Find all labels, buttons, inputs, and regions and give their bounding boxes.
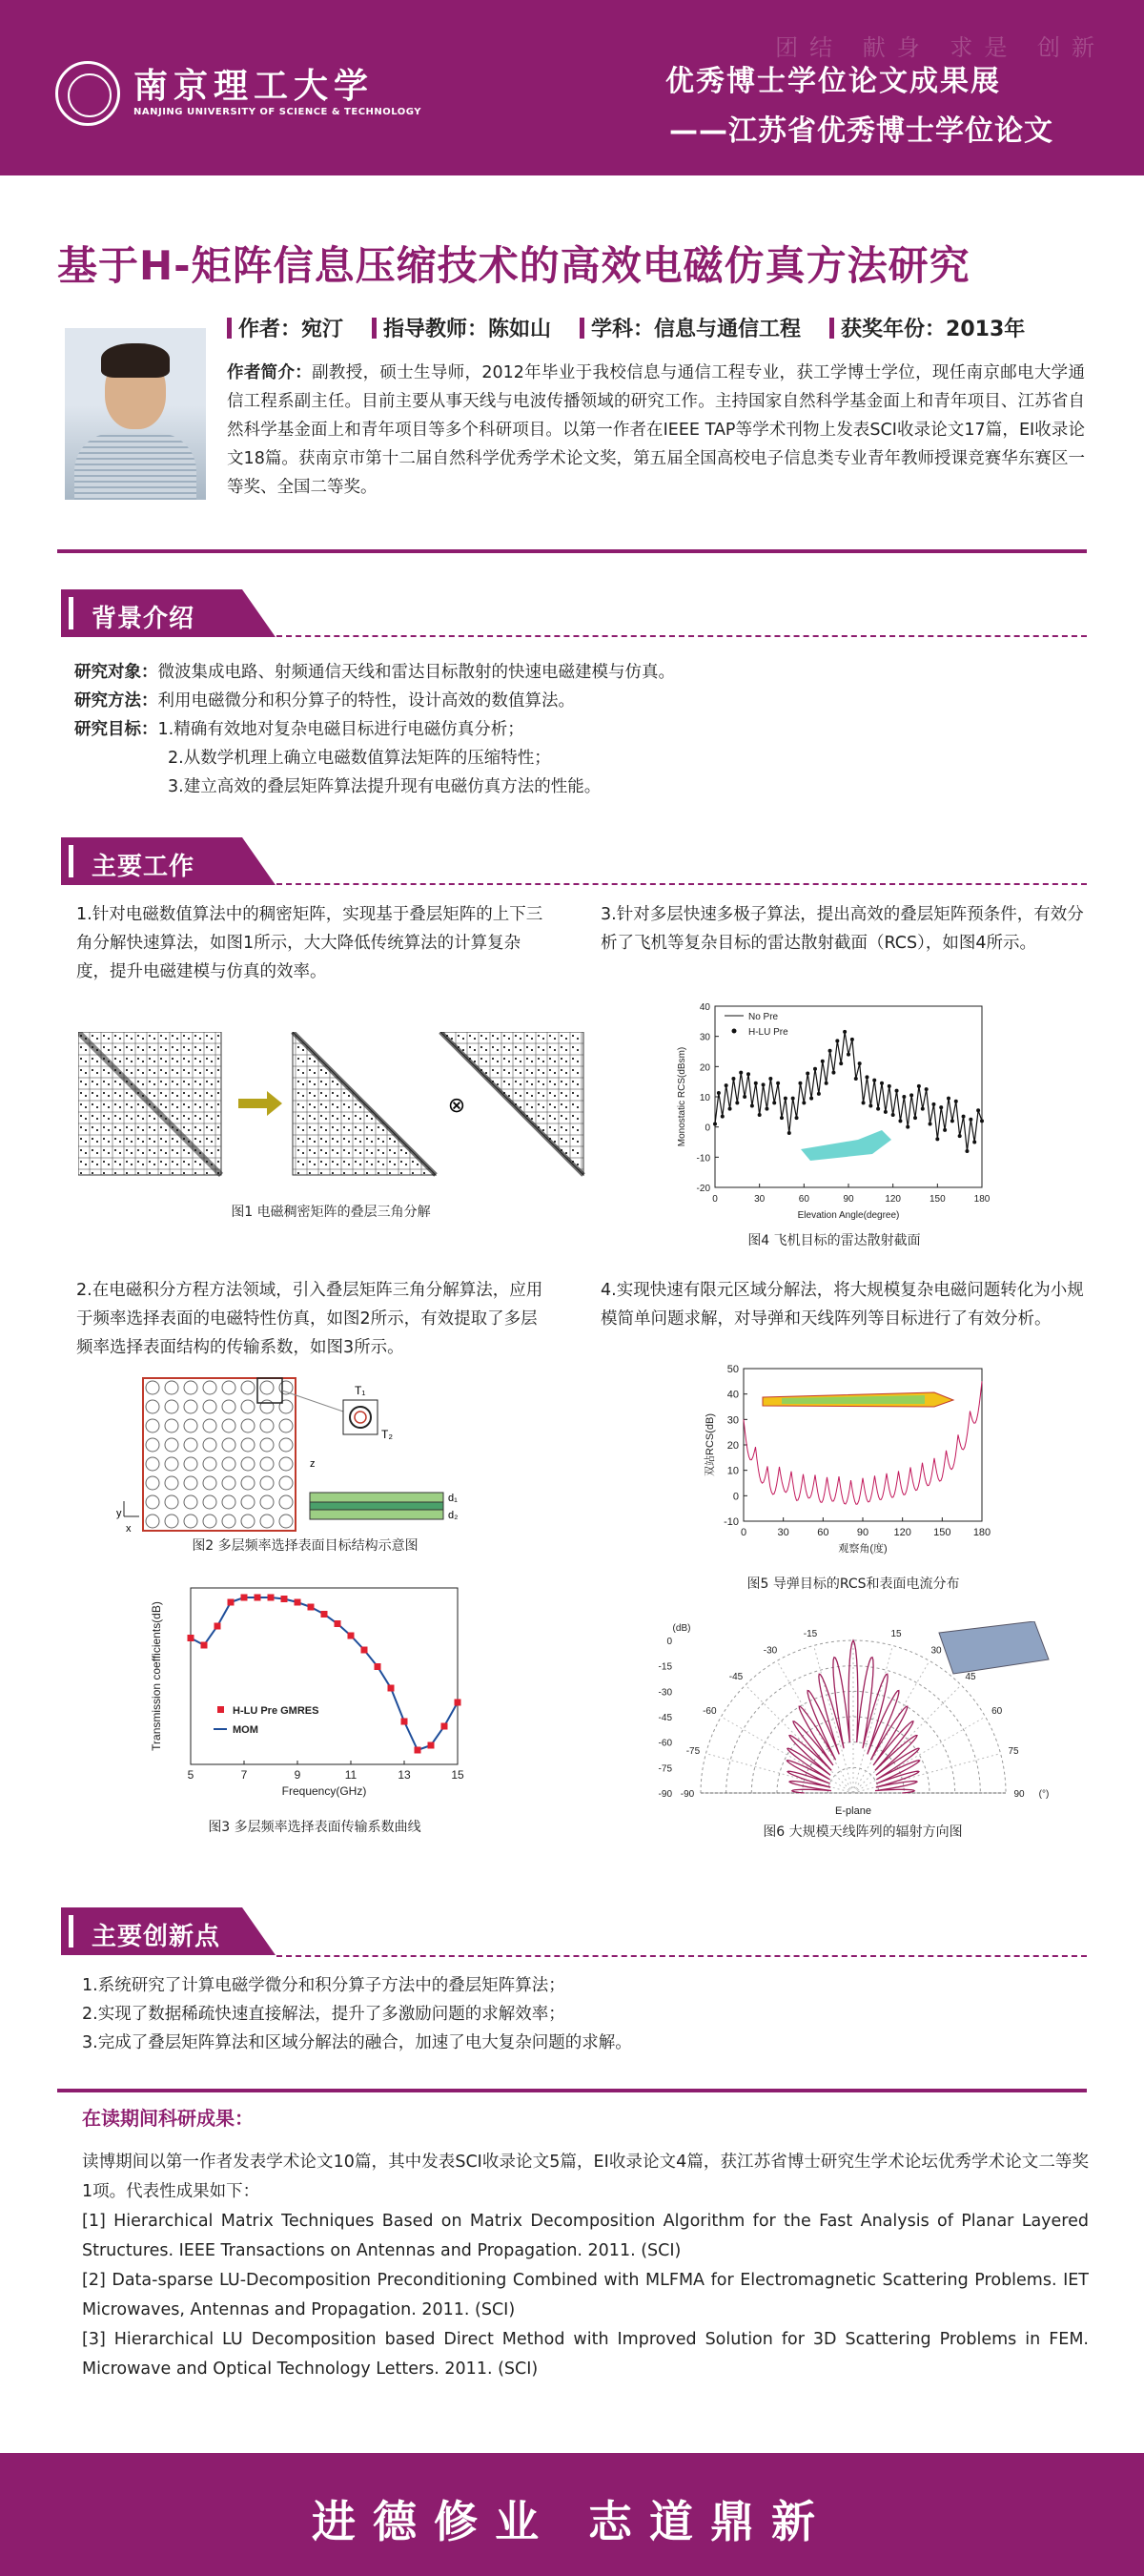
work-item-4: 4.实现快速有限元区域分解法，将大规模复杂电磁问题转化为小规模简单问题求解，对导弹和天线阵列等目标进行了有效分析。 [601, 1281, 1084, 1329]
results-body [82, 2148, 1089, 2384]
x-tick-label: 120 [885, 1194, 902, 1205]
series-hlu-point [950, 1119, 954, 1123]
bio-label: 作者简介： [227, 363, 313, 382]
series-hlu-point [765, 1107, 768, 1111]
series-hlu-point [943, 1128, 947, 1132]
series-hlu-point [925, 1087, 929, 1091]
footer-motto: 进德修业 志道鼎新 [311, 2496, 832, 2547]
legend-label-mom: MOM [233, 1724, 258, 1736]
y-axis-label: 双站RCS(dB) [705, 1412, 716, 1477]
reference-1: [1] Hierarchical Matrix Techniques Based on Matrix Decomposition Algorithm for the Fast Analysis of Planar Layered Structures. IEEE Transactions on Antennas and Propagation. 2011. (SCI) [82, 2212, 1089, 2260]
university-name-en: NANJING UNIVERSITY OF SCIENCE & TECHNOLOGY [133, 107, 422, 117]
series-hlu-point [762, 1082, 766, 1086]
x-tick-label: 150 [933, 1527, 951, 1538]
y-tick-label: 0 [732, 1491, 739, 1503]
legend-label-hlu: H-LU Pre GMRES [233, 1705, 319, 1717]
angle-tick-label: 90 [1013, 1789, 1025, 1800]
series-hlu-point [854, 1077, 858, 1081]
lower-triangular-matrix [293, 1032, 436, 1175]
bg-goal: 研究目标：1.精确有效地对复杂电磁目标进行电磁仿真分析； [74, 720, 524, 739]
series-hlu-point [884, 1110, 888, 1114]
radial-tick-label: 0 [666, 1637, 672, 1647]
x-axis-label: Frequency(GHz) [281, 1784, 367, 1798]
x-axis-label: Elevation Angle(degree) [797, 1210, 900, 1221]
x-tick-label: 180 [972, 1527, 991, 1538]
series-hlu-point [858, 1061, 862, 1065]
svg-text:d₂: d₂ [448, 1510, 459, 1521]
figure-4-rcs-chart [667, 997, 1001, 1235]
series-hlu-point [787, 1131, 791, 1135]
series-hlu-point [375, 1663, 381, 1670]
y-tick-label: -10 [724, 1516, 739, 1528]
series-hlu-point [335, 1620, 341, 1627]
series-hlu-point [268, 1595, 275, 1601]
series-subtitle: ——江苏省优秀博士学位论文 [669, 114, 1053, 148]
university-name-cn: 南京理工大学 [133, 66, 375, 106]
series-hlu-point [850, 1038, 854, 1041]
series-hlu-point [969, 1118, 972, 1122]
reference-2: [2] Data-sparse LU-Decomposition Preconditioning Combined with MLFMA for Electromagnetic Scattering Problems. IET Microwaves, Antennas and Propagation. 2011. (SCI) [82, 2271, 1089, 2319]
meta-line [227, 313, 1053, 342]
series-hlu-point [868, 1104, 872, 1108]
series-hlu-point [784, 1097, 787, 1101]
series-hlu-point [898, 1119, 902, 1123]
series-hlu-point [188, 1635, 194, 1641]
series-hlu-point [825, 1082, 828, 1085]
series-hlu-point [931, 1103, 935, 1106]
series-hlu-point [361, 1647, 368, 1654]
angle-tick-label: -45 [728, 1671, 744, 1682]
x-tick-label: 9 [294, 1768, 301, 1782]
section-innovation-heading: 主要创新点 [61, 1907, 276, 1955]
faint-motto: 团结 献身 求是 创新 [775, 34, 1106, 61]
figure-5-caption: 图5 导弹目标的RCS和表面电流分布 [746, 1577, 960, 1592]
series-hlu-point [891, 1113, 895, 1117]
x-tick-label: 150 [929, 1194, 946, 1205]
angle-tick-label: 30 [930, 1645, 942, 1657]
series-hlu-point [750, 1104, 754, 1108]
series-hlu-point [428, 1742, 435, 1749]
section-background-heading: 背景介绍 [61, 589, 276, 637]
angle-tick-label: 60 [991, 1706, 1003, 1717]
dashed-divider [276, 1955, 1087, 1957]
series-hlu-point [228, 1599, 235, 1606]
angle-tick-label: -60 [703, 1706, 717, 1717]
dashed-divider [276, 883, 1087, 885]
y-tick-label: 40 [726, 1389, 739, 1401]
series-hlu-point [725, 1083, 728, 1087]
series-hlu-point [965, 1149, 969, 1153]
y-tick-label: 40 [699, 1002, 710, 1013]
figure-5-missile-rcs-chart [696, 1364, 1001, 1555]
series-hlu-point [843, 1030, 847, 1034]
series-hlu-point [906, 1125, 909, 1129]
series-hlu-point [348, 1633, 355, 1639]
figure-3-transmission-chart [133, 1578, 477, 1807]
series-hlu-point [754, 1082, 758, 1085]
series-hlu-point [935, 1137, 939, 1141]
svg-text:y: y [116, 1508, 122, 1519]
series-hlu-point [321, 1611, 328, 1618]
series-hlu-point [909, 1093, 913, 1097]
series-hlu-point [721, 1115, 725, 1119]
x-tick-label: 30 [754, 1194, 766, 1205]
series-hlu-point [728, 1107, 732, 1111]
series-hlu-point [939, 1105, 943, 1109]
series-hlu-point [902, 1095, 906, 1099]
divider [57, 549, 1087, 553]
svg-text:d₁: d₁ [448, 1493, 458, 1504]
series-hlu-point [847, 1053, 850, 1057]
series-hlu-point [717, 1091, 721, 1095]
results-intro: 读博期间以第一作者发表学术论文10篇，其中发表SCI收录论文5篇，EI收录论文4篇，获江苏省博士研究生学术论坛优秀学术论文二等奖1项。代表性成果如下： [82, 2153, 1089, 2201]
legend-label-hlu: H-LU Pre [748, 1027, 788, 1038]
figure-2-caption: 图2 多层频率选择表面目标结构示意图 [192, 1538, 419, 1554]
angle-tick-label: 15 [890, 1628, 902, 1639]
work-item-2: 2.在电磁积分方程方法领域，引入叠层矩阵三角分解算法，应用于频率选择表面的电磁特性仿真，如图2所示，有效提取了多层频率选择表面结构的传输系数，如图3所示。 [76, 1281, 543, 1357]
series-hlu-point [798, 1082, 802, 1085]
series-hlu-point [917, 1084, 921, 1088]
results-title: 在读期间科研成果： [82, 2107, 254, 2130]
series-hlu-point [839, 1061, 843, 1065]
svg-text:T₂: T₂ [381, 1428, 393, 1441]
series-hlu-point [821, 1060, 825, 1063]
plot-frame [744, 1369, 982, 1521]
series-hlu-point [828, 1049, 832, 1053]
series-hlu-point [980, 1119, 984, 1123]
x-tick-label: 90 [843, 1194, 854, 1205]
figure-4-caption: 图4 飞机目标的雷达散射截面 [747, 1233, 921, 1248]
series-hlu-point [713, 1123, 717, 1126]
y-tick-label: 20 [726, 1440, 739, 1452]
series-hlu-point [862, 1101, 866, 1104]
svg-text:T₁: T₁ [355, 1384, 366, 1397]
dashed-divider [276, 635, 1087, 637]
series-hlu-point [735, 1101, 739, 1104]
x-tick-label: 15 [451, 1768, 464, 1782]
meta-author: 作者：宛汀 [227, 313, 343, 342]
series-hlu-point [921, 1107, 925, 1111]
series-mom-line [191, 1597, 458, 1750]
series-hlu-point [401, 1719, 408, 1725]
x-tick-label: 60 [798, 1194, 809, 1205]
y-tick-label: 20 [699, 1062, 710, 1074]
unit-deg-label: (°) [1038, 1789, 1050, 1800]
series-title: 优秀博士学位论文成果展 [665, 65, 1001, 98]
series-hlu-point [455, 1700, 461, 1706]
work-item-3: 3.针对多层快速多极子算法，提出高效的叠层矩阵预条件，有效分析了飞机等复杂目标的雷达散射截面（RCS），如图4所示。 [601, 905, 1084, 953]
series-hlu-point [441, 1723, 448, 1730]
series-hlu-point [954, 1100, 958, 1103]
x-tick-label: 13 [398, 1768, 411, 1782]
series-hlu-point [976, 1108, 980, 1112]
radial-tick-label: -15 [658, 1661, 672, 1673]
series-hlu-point [806, 1071, 809, 1075]
y-axis-label: Transmission coefficients(dB) [150, 1601, 163, 1751]
series-hlu-point [415, 1747, 421, 1754]
angle-tick-label: -90 [680, 1789, 695, 1800]
reference-3: [3] Hierarchical LU Decomposition based Direct Method with Improved Solution for 3D Scattering Problems in FEM. Microwave and Optical Technology Letters. 2011. (SCI) [82, 2330, 1089, 2379]
y-tick-label: 30 [699, 1032, 710, 1043]
bg-goal-2: 2.从数学机理上确立电磁数值算法矩阵的压缩特性； [168, 749, 551, 768]
x-tick-label: 60 [817, 1527, 829, 1538]
innovation-item-1: 1.系统研究了计算电磁学微分和积分算子方法中的叠层矩阵算法； [82, 1976, 565, 1995]
figure-6-radiation-pattern [658, 1621, 1058, 1822]
y-tick-label: 10 [726, 1465, 739, 1477]
unit-db-label: (dB) [672, 1623, 691, 1634]
series-hlu-point [743, 1095, 746, 1099]
radial-tick-label: -45 [658, 1713, 672, 1723]
x-tick-label: 7 [240, 1768, 248, 1782]
meta-subject: 学科：信息与通信工程 [580, 313, 801, 342]
x-tick-label: 30 [777, 1527, 789, 1538]
radial-tick-label: -90 [658, 1789, 672, 1800]
bg-method: 研究方法：利用电磁微分和积分算子的特性，设计高效的数值算法。 [74, 691, 575, 711]
y-tick-label: 10 [699, 1093, 710, 1103]
y-tick-label: 50 [726, 1364, 739, 1375]
bio-text: 副教授，硕士生导师，2012年毕业于我校信息与通信工程专业，获工学博士学位，现任南京邮电大学通信工程系副主任。目前主要从事天线与电波传播领域的研究工作。主持国家自然科学基金面上和青年项目、江苏省自然科学基金面上和青年项目等多个科研项目。以第一作者在IEEE TAP等学术刊物上发表SCI收录论文17篇，EI收录论文18篇。获南京市第十二届自然科学优秀学术论文奖，第五届全国高校电子信息类专业青年教师授课竞赛华东赛区一等奖、全国二等奖。 [227, 363, 1085, 497]
work-item-1: 1.针对电磁数值算法中的稠密矩阵，实现基于叠层矩阵的上下三角分解快速算法，如图1所示，大大降低传统算法的计算复杂度，提升电磁建模与仿真的效率。 [76, 905, 543, 981]
series-hlu-point [895, 1089, 899, 1093]
series-hlu-point [913, 1116, 917, 1120]
series-hlu-point [962, 1115, 966, 1119]
series-hlu-point [281, 1596, 288, 1602]
angle-tick-label: -15 [803, 1628, 818, 1639]
figure-1-caption: 图1 电磁稠密矩阵的叠层三角分解 [231, 1205, 431, 1220]
section-work-heading: 主要工作 [61, 837, 276, 885]
layered-cross-section [310, 1493, 458, 1521]
x-tick-label: 0 [712, 1194, 718, 1205]
divider [57, 2089, 1087, 2092]
paper-title: 基于H-矩阵信息压缩技术的高效电磁仿真方法研究 [57, 242, 970, 289]
figure-6-caption: 图6 大规模天线阵列的辐射方向图 [763, 1824, 963, 1840]
legend-label-no-pre: No Pre [748, 1012, 779, 1022]
series-hlu-point [255, 1595, 261, 1601]
series-hlu-point [308, 1604, 315, 1611]
x-tick-label: 90 [856, 1527, 869, 1538]
y-tick-label: -10 [696, 1153, 710, 1164]
series-hlu-point [865, 1075, 868, 1079]
x-tick-label: 180 [973, 1194, 991, 1205]
svg-text:z: z [310, 1458, 316, 1470]
unit-cell-detail [343, 1384, 393, 1441]
footer-banner [0, 2453, 1144, 2576]
series-hlu-point [809, 1097, 813, 1101]
series-hlu-point [876, 1107, 880, 1111]
series-hlu-point [972, 1141, 976, 1144]
full-matrix [78, 1032, 221, 1175]
radial-tick-label: -60 [658, 1738, 672, 1749]
series-hlu-point [739, 1071, 743, 1075]
series-hlu-point [776, 1082, 780, 1085]
series-hlu-point [241, 1595, 248, 1601]
legend-marker-hlu [217, 1706, 224, 1713]
series-hlu-point [958, 1134, 962, 1138]
series-hlu-point [214, 1623, 221, 1630]
header-banner [0, 0, 1144, 175]
innovation-item-2: 2.实现了数据稀疏快速直接解法，提升了多激励问题的求解效率； [82, 2005, 565, 2024]
series-no-pre [715, 1032, 982, 1151]
aircraft-model [801, 1130, 891, 1161]
angle-tick-label: -30 [763, 1645, 778, 1657]
legend-marker-hlu [732, 1029, 737, 1034]
series-hlu-point [872, 1079, 876, 1082]
series-hlu-point [831, 1071, 835, 1075]
series-hlu-point [791, 1097, 795, 1101]
bg-goal-3: 3.建立高效的叠层矩阵算法提升现有电磁仿真方法的性能。 [168, 777, 602, 796]
university-seal-icon [55, 61, 120, 126]
series-hlu-point [746, 1072, 750, 1076]
y-axis-label: Monostatic RCS(dBsm) [677, 1046, 687, 1147]
svg-text:x: x [126, 1523, 132, 1535]
series-hlu-point [731, 1077, 735, 1081]
meta-year: 获奖年份：2013年 [829, 313, 1025, 342]
y-tick-label: -20 [696, 1184, 710, 1194]
figure-1-matrix-decomposition [78, 1032, 593, 1199]
otimes-symbol: ⊗ [447, 1093, 466, 1117]
y-tick-label: 0 [705, 1123, 710, 1134]
series-hlu-point [888, 1084, 891, 1088]
innovation-item-3: 3.完成了叠层矩阵算法和区域分解法的融合，加速了电大复杂问题的求解。 [82, 2033, 632, 2052]
series-hlu-point [947, 1097, 950, 1101]
y-tick-label: 30 [726, 1414, 739, 1427]
polar-ring [827, 1767, 878, 1793]
antenna-array-model [939, 1621, 1049, 1674]
series-hlu-point [295, 1599, 301, 1606]
series-hlu-point [388, 1685, 395, 1692]
series-hlu-point [813, 1067, 817, 1071]
x-tick-label: 0 [740, 1527, 747, 1538]
series-hlu-point [817, 1092, 821, 1096]
series-hlu-point [795, 1116, 799, 1120]
radial-tick-label: -30 [658, 1687, 672, 1699]
figure-3-caption: 图3 多层频率选择表面传输系数曲线 [208, 1820, 421, 1835]
series-hlu-point [201, 1642, 208, 1649]
series-hlu-point [835, 1039, 839, 1042]
figure-2-fss-structure [114, 1373, 534, 1535]
series-hlu-point [802, 1101, 806, 1104]
series-hlu-point [880, 1082, 884, 1085]
series-hlu-point [772, 1101, 776, 1104]
radial-tick-label: -75 [658, 1763, 672, 1775]
x-tick-label: 11 [344, 1768, 358, 1782]
series-hlu-point [768, 1077, 772, 1081]
meta-advisor: 指导教师：陈如山 [372, 313, 551, 342]
series-hlu-point [929, 1123, 932, 1126]
polar-axis-label: E-plane [835, 1805, 871, 1817]
x-axis-label: 观察角(度) [838, 1543, 888, 1555]
author-photo [65, 328, 206, 500]
bg-object: 研究对象：微波集成电路、射频通信天线和雷达目标散射的快速电磁建模与仿真。 [74, 663, 675, 682]
angle-tick-label: -75 [685, 1745, 701, 1757]
series-hlu-point [780, 1116, 784, 1120]
angle-tick-label: 75 [1008, 1745, 1019, 1757]
series-hlu-point [758, 1113, 762, 1117]
x-tick-label: 5 [187, 1768, 194, 1782]
angle-tick-label: 45 [965, 1671, 976, 1682]
author-bio [227, 359, 1085, 502]
x-tick-label: 120 [893, 1527, 911, 1538]
fss-grid [143, 1378, 296, 1531]
